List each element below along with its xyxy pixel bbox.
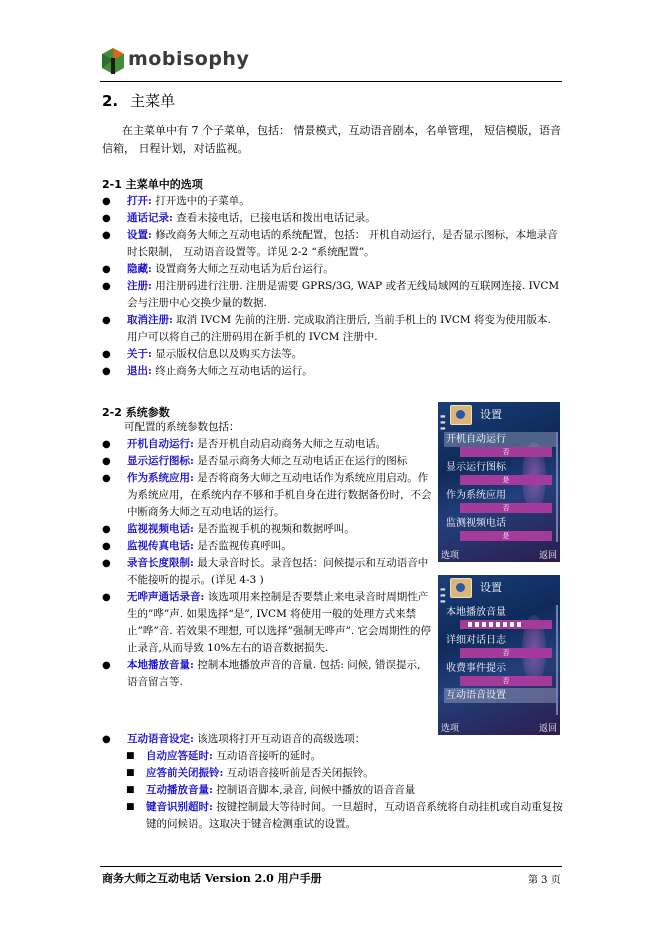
options-softkey[interactable]: 选项 — [441, 551, 460, 561]
setting-value: 否 — [460, 676, 552, 686]
sub-list-item: ■ 自动应答延时: 互动语音接听的延时。 — [124, 748, 564, 765]
voice-settings-sublist — [124, 748, 564, 833]
section-heading — [102, 90, 175, 111]
list-item: ● 开机自动运行: 是否开机自动启动商务大师之互动电话。 — [102, 436, 432, 453]
footer-title: 商务大师之互动电话 Version 2.0 用户手册 — [102, 872, 322, 885]
options-softkey[interactable]: 选项 — [441, 724, 460, 734]
signal-icon: ▬ ▬ ▬ — [440, 586, 446, 605]
list-item: ● 关于: 显示版权信息以及购买方法等。 — [102, 346, 564, 363]
system-params-list — [102, 436, 432, 691]
list-item: ● 显示运行图标: 是否显示商务大师之互动电话正在运行的图标 — [102, 453, 432, 470]
list-item: ● 设置: 修改商务大师之互动电话的系统配置，包括： 开机自动运行，是否显示图标，本地录音时长限制， 互动语音设置等。详见 2-2 “系统配置”。 — [102, 227, 564, 261]
settings-screenshot-1 — [438, 402, 560, 562]
list-item: ● 退出: 终止商务大师之互动电话的运行。 — [102, 363, 564, 380]
setting-label[interactable]: 本地播放音量 — [446, 607, 506, 618]
setting-label[interactable]: 开机自动运行 — [446, 434, 506, 445]
list-item: ● 取消注册: 取消 IVCM 先前的注册. 完成取消注册后, 当前手机上的 IVCM 将变为使用版本. 用户可以将自己的注册码用在新手机的 IVCM 注册中. — [102, 312, 564, 346]
setting-label[interactable]: 监测视频电话 — [446, 518, 506, 529]
list-item: ● 作为系统应用: 是否将商务大师之互动电话作为系统应用启动。作为系统应用，在系统内存不够和手机自身在进行数据备份时，不会中断商务大师之互动电话的运行。 — [102, 470, 432, 521]
back-softkey[interactable]: 返回 — [538, 724, 557, 734]
footer-rule — [100, 866, 562, 867]
sub-list-item: ■ 互动播放音量: 控制语音脚本,录音, 问候中播放的语音音量 — [124, 782, 564, 799]
sub-list-item: ■ 键音识别超时: 按键控制最大等待时间。一旦超时，互动语音系统将自动挂机或自动重复按键的问候语。这取决于键音检测重试的设置。 — [124, 799, 564, 833]
sub-list-item: ■ 应答前关闭振铃: 互动语音接听前是否关闭振铃。 — [124, 765, 564, 782]
subsection-2-1-title: 2-1 主菜单中的选项 — [102, 178, 203, 191]
setting-label[interactable]: 显示运行图标 — [446, 462, 506, 473]
list-item: ● 通话记录: 查看未接电话，已接电话和拨出电话记录。 — [102, 210, 564, 227]
list-item: ● 录音长度限制: 最大录音时长。录音包括：问候提示和互动语音中不能接听的提示。(详见 4-3 ) — [102, 555, 432, 589]
params-lead: 可配置的系统参数包括： — [124, 421, 240, 433]
list-item: ● 注册: 用注册码进行注册. 注册是需要 GPRS/3G, WAP 或者无线局域网的互联网连接. IVCM 会与注册中心交换少量的数据. — [102, 278, 564, 312]
scrollbar[interactable] — [556, 605, 558, 715]
list-item: ● 监视视频电话: 是否监视手机的视频和数据呼叫。 — [102, 521, 432, 538]
setting-value: 否 — [460, 447, 552, 457]
setting-label[interactable]: 收费事件提示 — [446, 663, 506, 674]
section-title: 主菜单 — [130, 92, 176, 110]
scrollbar[interactable] — [556, 432, 558, 542]
setting-label[interactable]: 作为系统应用 — [446, 490, 506, 501]
list-item: ● 打开: 打开选中的子菜单。 — [102, 193, 564, 210]
logo-mark-icon — [100, 46, 126, 76]
intro-paragraph: 在主菜单中有 7 个子菜单，包括： 情景模式，互动语音剧本，名单管理， 短信模版，语音信箱， 日程计划，对话监视。 — [102, 124, 561, 155]
setting-label[interactable]: 互动语音设置 — [446, 690, 506, 701]
section-number: 2. — [102, 92, 119, 110]
setting-value: 是 — [460, 475, 552, 485]
back-softkey[interactable]: 返回 — [538, 551, 557, 561]
menu-options-list — [102, 193, 564, 380]
setting-value: 否 — [460, 503, 552, 513]
settings-screenshot-2 — [438, 575, 560, 735]
list-item: ● 隐藏: 设置商务大师之互动电话为后台运行。 — [102, 261, 564, 278]
page-number: 第 3 页 — [528, 875, 561, 886]
settings-app-icon — [450, 578, 472, 598]
signal-icon: ▬ ▬ ▬ — [440, 413, 446, 432]
subsection-2-2-title: 2-2 系统参数 — [102, 406, 170, 419]
list-item: ● 互动语音设定: 该选项将打开互动语音的高级选项： — [102, 731, 564, 748]
header-rule — [100, 81, 562, 82]
logo-wordmark: mobisophy — [128, 48, 250, 70]
list-item: ● 监视传真电话: 是否监视传真呼叫。 — [102, 538, 432, 555]
screen-title: 设置 — [480, 581, 502, 594]
screen-title: 设置 — [480, 408, 502, 421]
volume-bar[interactable] — [460, 620, 552, 629]
setting-value: 是 — [460, 531, 552, 541]
list-item: ● 本地播放音量: 控制本地播放声音的音量. 包括: 问候, 错误提示, 语音留言等. — [102, 657, 432, 691]
settings-app-icon — [450, 405, 472, 425]
list-item: ● 无哗声通话录音: 该选项用来控制是否要禁止来电录音时周期性产生的”哗”声. 如果选择“是”, IVCM 将使用一般的处理方式来禁止”哗”音. 若效果不理想, 可以选择”强制无哗声”. 它会周期性的停止录音,从而导致 10%左右的语音数据损失. — [102, 589, 432, 657]
setting-value: 否 — [460, 648, 552, 658]
setting-label[interactable]: 详细对话日志 — [446, 635, 506, 646]
